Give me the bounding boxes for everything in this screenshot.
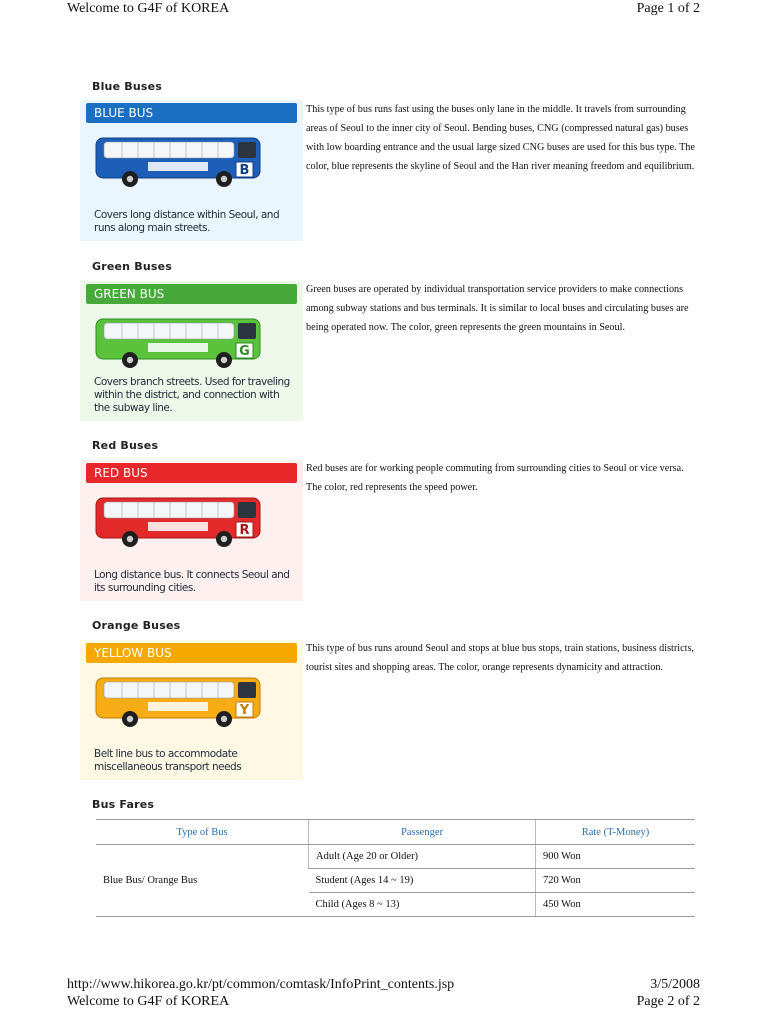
bus-description-green: Green buses are operated by individual transportation service providers to make connections among subway stations and bus terminals. It is similar to local buses and circulating buses are being operated now. The color, green represents the green mountains in Seoul.	[306, 284, 689, 333]
bus-card-orange	[80, 640, 303, 780]
table-header-row	[96, 820, 695, 845]
passenger-cell: Child (Ages 8 ~ 13)	[309, 893, 536, 917]
bus-caption-blue: Covers long distance within Seoul, and runs along main streets.	[94, 209, 280, 234]
rate-cell: 720 Won	[536, 869, 696, 893]
column-header-passenger: Passenger	[309, 820, 536, 845]
bus-banner-yellow: YELLOW BUS	[86, 643, 297, 663]
bus-banner-blue: BLUE BUS	[86, 103, 297, 123]
column-header-type-of-bus: Type of Bus	[96, 820, 309, 845]
footer-page-number: Page 2 of 2	[636, 994, 700, 1009]
yellow-bus-illustration	[90, 670, 290, 740]
bus-caption-green: Covers branch streets. Used for traveling within the district, and connection with the subway line.	[94, 376, 290, 414]
section-title-blue-buses: Blue Buses	[92, 80, 163, 93]
svg-text:G: G	[239, 344, 250, 359]
bus-description-blue: This type of bus runs fast using the buses only lane in the middle. It travels from surrounding areas of Seoul to the inner city of Seoul. Bending buses, CNG (compressed natural gas) buses with low boarding entrance and the usual large sized CNG buses are used for this bus type. The color, blue represents the skyline of Seoul and the Han river meaning freedom and equilibrium.	[306, 104, 695, 172]
section-title-green-buses: Green Buses	[92, 260, 173, 273]
green-bus-illustration	[90, 311, 290, 381]
rate-cell: 450 Won	[536, 893, 696, 917]
bus-card-red	[80, 460, 303, 601]
bus-banner-green: GREEN BUS	[86, 284, 297, 304]
bus-type-cell: Blue Bus/ Orange Bus	[96, 845, 309, 917]
section-title-orange-buses: Orange Buses	[92, 619, 181, 632]
bus-card-green	[80, 281, 303, 421]
bus-banner-red: RED BUS	[86, 463, 297, 483]
section-title-red-buses: Red Buses	[92, 439, 159, 452]
table-row	[96, 845, 695, 869]
page-header-title: Welcome to G4F of KOREA	[67, 1, 230, 16]
column-header-rate: Rate (T-Money)	[536, 820, 696, 845]
red-bus-illustration	[90, 490, 290, 560]
passenger-cell: Adult (Age 20 or Older)	[309, 845, 536, 869]
bus-fares-table	[96, 819, 695, 917]
svg-text:Y: Y	[239, 703, 250, 718]
svg-text:B: B	[239, 163, 250, 178]
bus-caption-orange: Belt line bus to accommodate miscellaneous transport needs	[94, 748, 242, 773]
svg-text:R: R	[239, 523, 250, 538]
page-header-page-number: Page 1 of 2	[636, 1, 700, 16]
bus-description-orange: This type of bus runs around Seoul and stops at blue bus stops, train stations, business districts, tourist sites and shopping areas. The color, orange represents dynamicity and attraction.	[306, 643, 694, 673]
footer-url: http://www.hikorea.go.kr/pt/common/comtask/InfoPrint_contents.jsp	[67, 977, 455, 992]
blue-bus-illustration	[90, 130, 290, 200]
bus-caption-red: Long distance bus. It connects Seoul and its surrounding cities.	[94, 569, 290, 594]
section-title-bus-fares: Bus Fares	[92, 798, 155, 811]
passenger-cell: Student (Ages 14 ~ 19)	[309, 869, 536, 893]
bus-card-blue	[80, 100, 303, 241]
bus-description-red: Red buses are for working people commuting from surrounding cities to Seoul or vice versa. The color, red represents the speed power.	[306, 463, 684, 493]
rate-cell: 900 Won	[536, 845, 696, 869]
footer-date: 3/5/2008	[650, 977, 700, 992]
footer-title: Welcome to G4F of KOREA	[67, 994, 230, 1009]
